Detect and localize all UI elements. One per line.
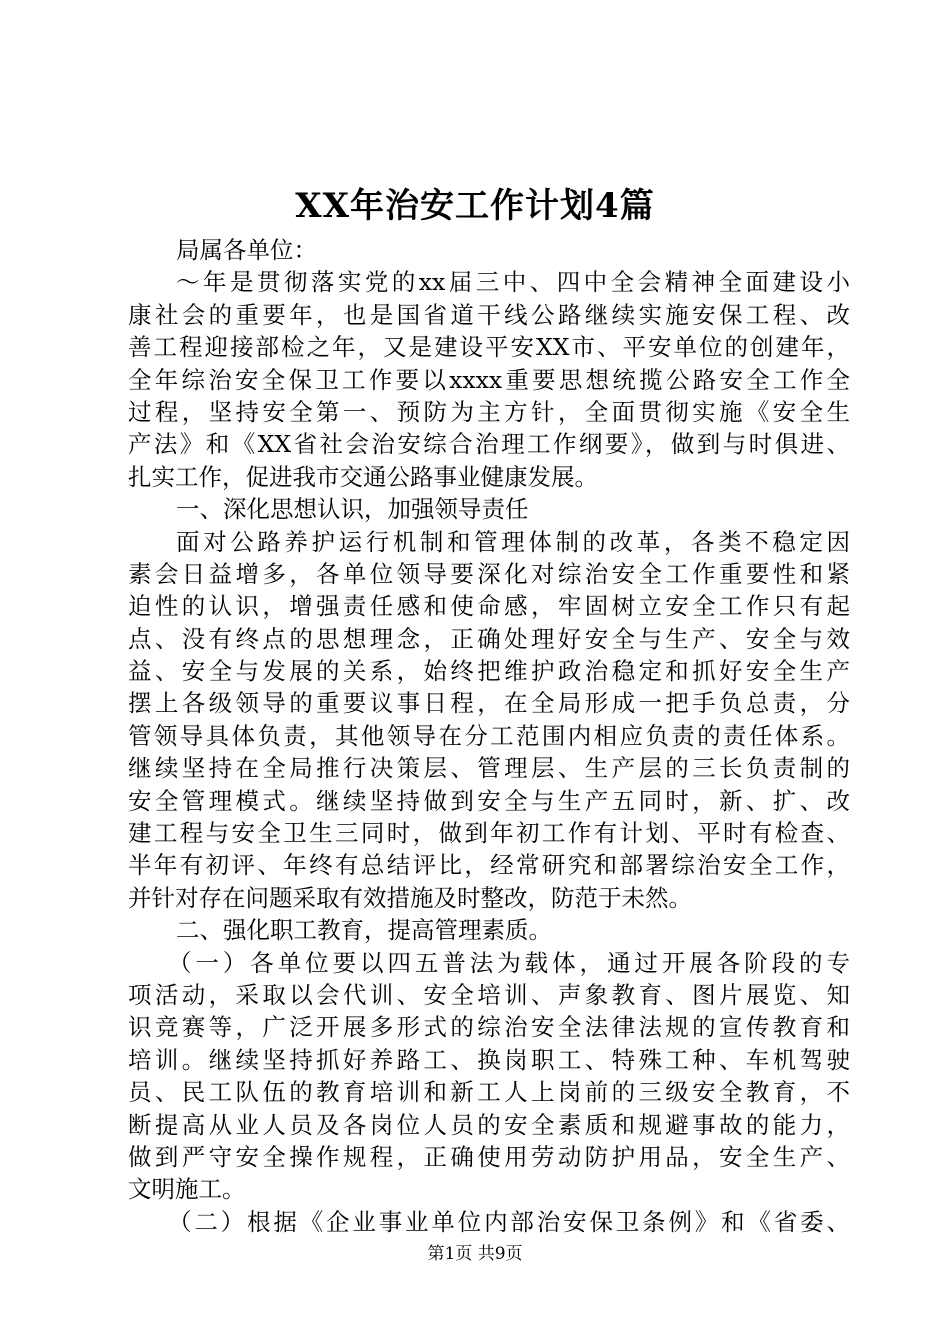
page-footer: 第1页 共9页 — [427, 1244, 523, 1264]
text-line: 面对公路养护运行机制和管理体制的改革，各类不稳定因 — [176, 527, 850, 556]
text-line: 点、没有终点的思想理念，正确处理好安全与生产、安全与效 — [128, 624, 850, 653]
text-line: 康社会的重要年，也是国省道干线公路继续实施安保工程、改 — [128, 300, 850, 329]
text-line: 做到严守安全操作规程，正确使用劳动防护用品，安全生产、 — [128, 1142, 850, 1171]
text-line: 益、安全与发展的关系，始终把维护政治稳定和抓好安全生产 — [128, 657, 850, 686]
text-line: 扎实工作，促进我市交通公路事业健康发展。 — [128, 462, 598, 491]
text-line: （一）各单位要以四五普法为载体，通过开展各阶段的专 — [168, 948, 850, 977]
text-line: 并针对存在问题采取有效措施及时整改，防范于未然。 — [128, 883, 692, 912]
text-line: 培训。继续坚持抓好养路工、换岗职工、特殊工种、车机驾驶 — [128, 1045, 850, 1074]
text-line: 员、民工队伍的教育培训和新工人上岗前的三级安全教育，不 — [128, 1078, 850, 1107]
text-line: 局属各单位： — [176, 236, 317, 264]
text-line: ～年是贯彻落实党的xx届三中、四中全会精神全面建设小 — [176, 268, 850, 297]
text-line: 文明施工。 — [128, 1175, 246, 1204]
page-title: XX年治安工作计划4篇 — [295, 186, 655, 226]
text-line: 项活动，采取以会代训、安全培训、声象教育、图片展览、知 — [128, 980, 850, 1009]
text-line: 半年有初评、年终有总结评比，经常研究和部署综治安全工作， — [128, 851, 850, 880]
text-line: 识竞赛等，广泛开展多形式的综治安全法律法规的宣传教育和 — [128, 1013, 850, 1042]
text-line: 过程，坚持安全第一、预防为主方针，全面贯彻实施《安全生 — [128, 397, 850, 426]
text-line: 二、强化职工教育，提高管理素质。 — [176, 916, 552, 945]
text-line: 安全管理模式。继续坚持做到安全与生产五同时，新、扩、改 — [128, 786, 850, 815]
text-line: 管领导具体负责，其他领导在分工范围内相应负责的责任体系。 — [128, 721, 850, 750]
text-line: 素会日益增多，各单位领导要深化对综治安全工作重要性和紧 — [128, 559, 850, 588]
document-body — [128, 234, 850, 1238]
text-line: 产法》和《XX省社会治安综合治理工作纲要》，做到与时俱进、 — [128, 430, 850, 459]
text-line: （二）根据《企业事业单位内部治安保卫条例》和《省委、 — [168, 1207, 850, 1236]
text-line: 继续坚持在全局推行决策层、管理层、生产层的三长负责制的 — [128, 754, 850, 783]
text-line: 迫性的认识，增强责任感和使命感，牢固树立安全工作只有起 — [128, 592, 850, 621]
text-line: 善工程迎接部检之年，又是建设平安XX市、平安单位的创建年， — [128, 333, 850, 362]
text-line: 断提高从业人员及各岗位人员的安全素质和规避事故的能力， — [128, 1110, 850, 1139]
text-line: 建工程与安全卫生三同时，做到年初工作有计划、平时有检查、 — [128, 819, 850, 848]
text-line: 全年综治安全保卫工作要以xxxx重要思想统揽公路安全工作全 — [128, 365, 850, 394]
text-line: 一、深化思想认识，加强领导责任 — [176, 495, 529, 524]
text-line: 摆上各级领导的重要议事日程，在全局形成一把手负总责，分 — [128, 689, 850, 718]
